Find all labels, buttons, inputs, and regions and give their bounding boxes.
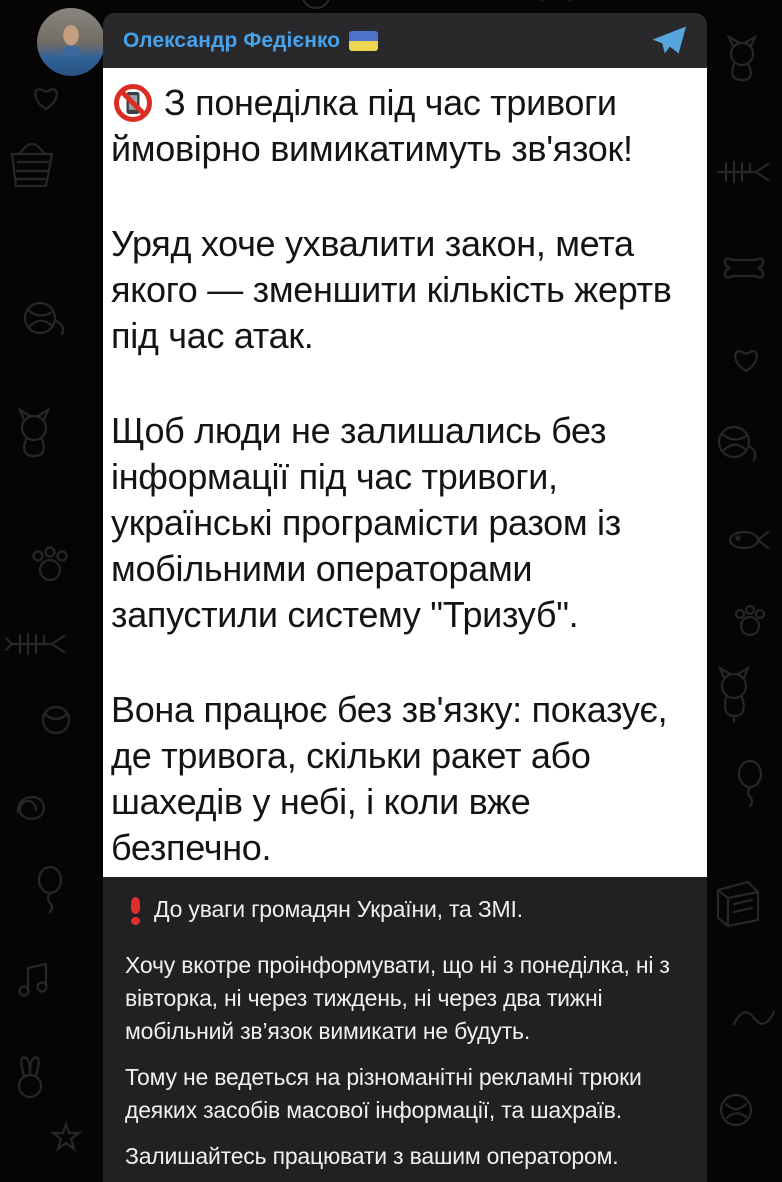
caption-paragraph: Тому не ведеться на різноманітні рекламні трюки деяких засобів масової інформації, та шахраїв. (125, 1064, 642, 1123)
no-mobile-phones-icon (113, 83, 153, 123)
caption-notice (125, 893, 687, 926)
message-header (103, 13, 707, 68)
ukraine-flag-icon (349, 31, 378, 51)
red-exclamation-icon (131, 897, 140, 925)
image-attachment[interactable] (103, 68, 707, 877)
heading-text-line: З понеділка під час тривоги (164, 82, 617, 123)
caption-paragraph: Хочу вкотре проінформувати, що ні з понеділка, ні з вівторка, ні через тиждень, ні через два тижні мобільний зв’язок вимикати не будуть. (125, 952, 670, 1044)
attachment-heading (111, 80, 699, 172)
message-bubble (103, 13, 707, 1182)
attachment-paragraph: Вона працює без зв'язку: показує, де тривога, скільки ракет або шахедів у небі, і коли вже безпечно. (111, 689, 668, 868)
attachment-paragraph: Щоб люди не залишались без інформації під час тривоги, українські програмісти разом із мобільними операторами запустили систему "Тризуб". (111, 410, 621, 635)
caption-paragraph: Залишайтесь працювати з вашим оператором. (125, 1143, 619, 1169)
telegram-plane-icon[interactable] (651, 25, 687, 57)
caption-notice-text: До уваги громадян України, та ЗМІ. (154, 896, 523, 922)
attachment-paragraph: Уряд хоче ухвалити закон, мета якого — зменшити кількість жертв під час атак. (111, 223, 672, 356)
message-caption (103, 877, 707, 1182)
heading-text-line: ймовірно вимикатимуть зв'язок! (111, 128, 633, 169)
avatar[interactable] (37, 8, 105, 76)
channel-name[interactable]: Олександр Федієнко (123, 28, 341, 52)
